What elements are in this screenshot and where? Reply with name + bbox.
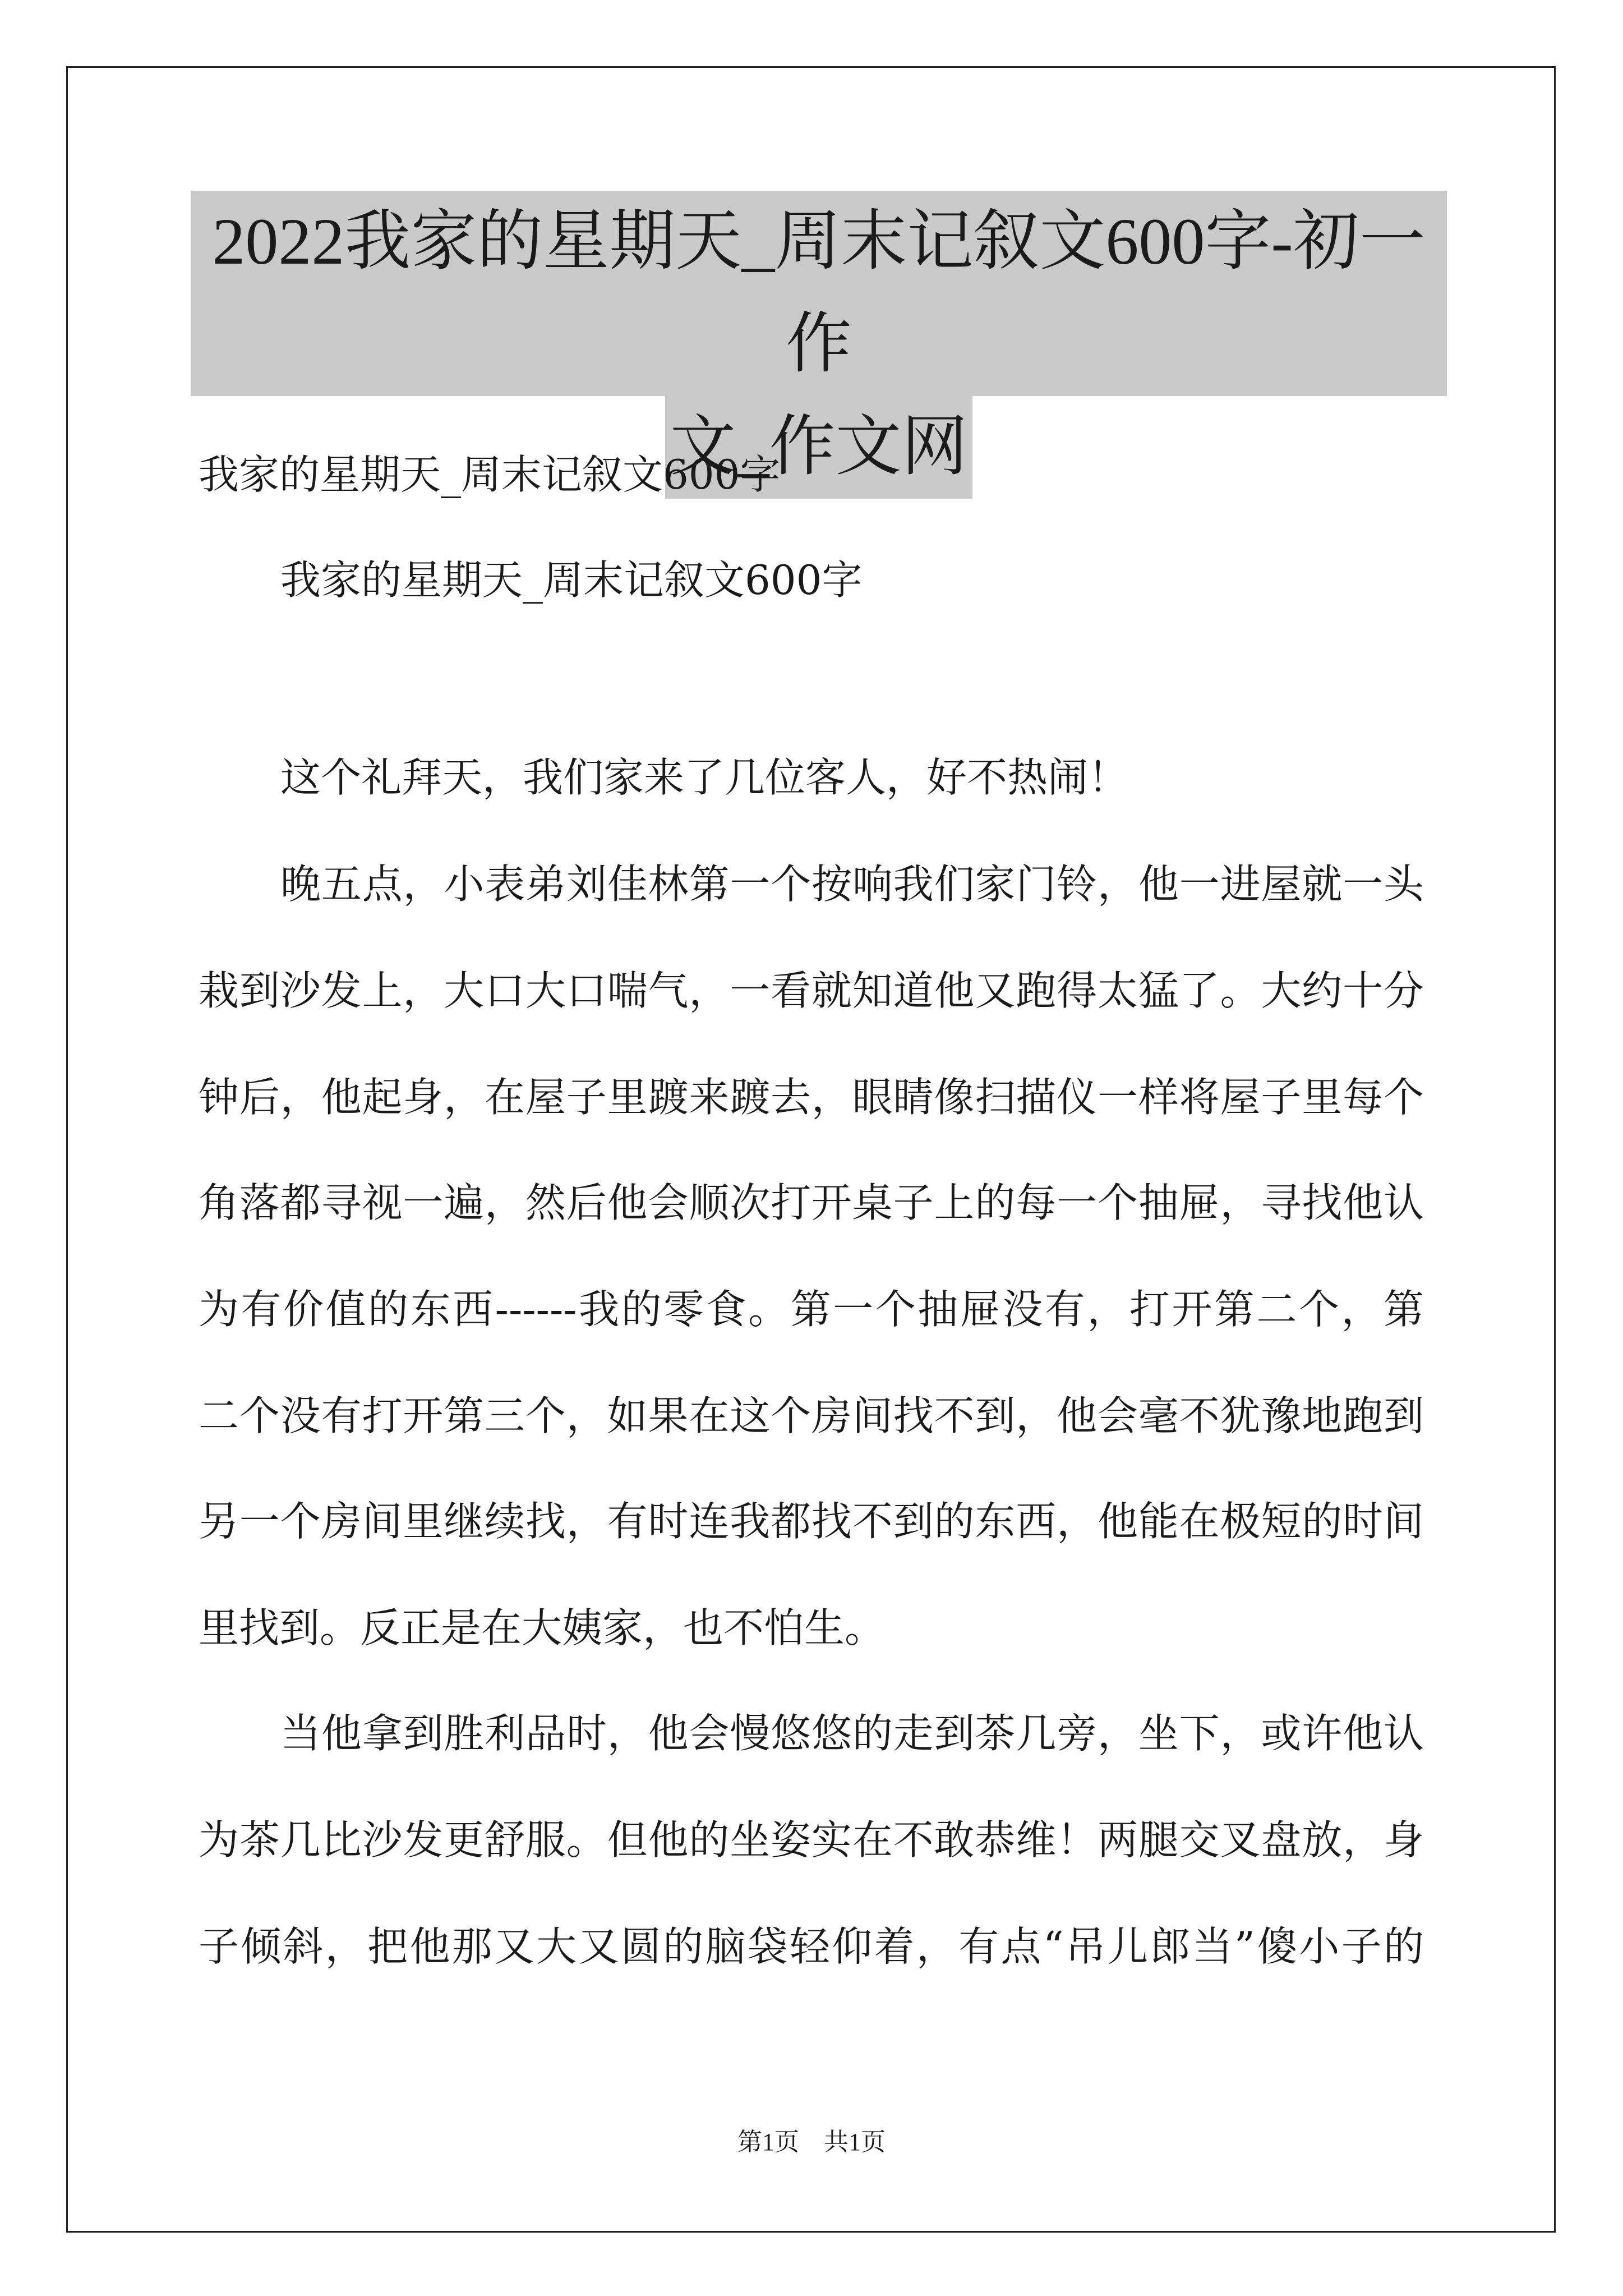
paragraph-line: 钟后，他起身，在屋子里踱来踱去，眼睛像扫描仪一样将屋子里每个 <box>199 1074 1424 1121</box>
title-line-2: 文_作文网 <box>665 396 972 499</box>
paragraph-line: 另一个房间里继续找，有时连我都找不到的东西，他能在极短的时间 <box>199 1498 1424 1545</box>
paragraph-line: 为茶几比沙发更舒服。但他的坐姿实在不敢恭维！两腿交叉盘放，身 <box>199 1816 1424 1864</box>
title-line-1: 2022我家的星期天_周末记叙文600字-初一作 <box>191 191 1447 396</box>
paragraph-line: 当他拿到胜利品时，他会慢悠悠的走到茶几旁，坐下，或许他认 <box>280 1710 1424 1757</box>
paragraph-line: 里找到。反正是在大姨家，也不怕生。 <box>199 1604 886 1651</box>
subtitle: 我家的星期天_周末记叙文600字 <box>199 451 781 498</box>
paragraph-line: 为有价值的东西------我的零食。第一个抽屉没有，打开第二个，第 <box>199 1286 1424 1333</box>
subtitle-indented: 我家的星期天_周末记叙文600字 <box>280 556 863 604</box>
page-footer: 第1页 共1页 <box>737 2128 886 2156</box>
paragraph-line: 这个礼拜天，我们家来了几位客人，好不热闹！ <box>280 754 1129 801</box>
paragraph-line: 栽到沙发上，大口大口喘气，一看就知道他又跑得太猛了。大约十分 <box>199 967 1424 1014</box>
paragraph-line: 二个没有打开第三个，如果在这个房间找不到，他会毫不犹豫地跑到 <box>199 1392 1424 1439</box>
paragraph-line: 角落都寻视一遍，然后他会顺次打开桌子上的每一个抽屉，寻找他认 <box>199 1179 1424 1226</box>
paragraph-line: 晚五点，小表弟刘佳林第一个按响我们家门铃，他一进屋就一头 <box>280 861 1424 908</box>
paragraph-line: 子倾斜，把他那又大又圆的脑袋轻仰着，有点“吊儿郎当”傻小子的 <box>199 1923 1424 1970</box>
